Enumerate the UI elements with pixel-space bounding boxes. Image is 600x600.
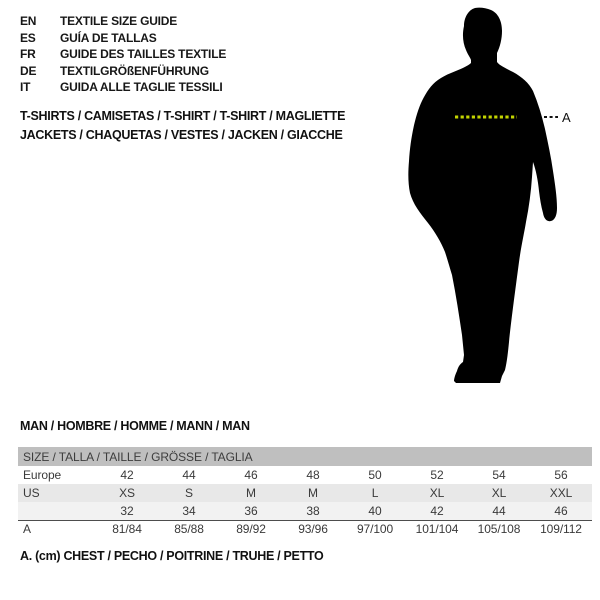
size-cell: M [246,486,256,500]
language-code: EN [20,14,37,29]
table-row-numeric [18,502,592,520]
row-label-numeric [18,502,96,520]
gender-section-heading: MAN / HOMBRE / HOMME / MANN / MAN [20,419,250,433]
size-cell: 38 [306,503,320,518]
size-table-header-row [18,447,592,466]
man-silhouette-svg [400,0,600,398]
size-cell: 52 [430,468,444,482]
size-cell: 50 [368,468,382,482]
size-cell: 42 [430,503,444,518]
table-row-europe [18,466,592,484]
language-row-it [20,79,226,96]
language-label: TEXTILE SIZE GUIDE [60,14,178,29]
language-code: FR [20,47,36,62]
size-cell: 105/108 [468,520,530,538]
table-row-us [18,484,592,502]
language-row-fr [20,46,226,63]
measurement-footnote: A. (cm) CHEST / PECHO / POITRINE / TRUHE / PETTO [20,549,324,563]
language-label: GUIDA ALLE TAGLIE TESSILI [60,80,223,95]
man-silhouette [408,8,557,383]
size-cell: 101/104 [406,520,468,538]
row-label-us: US [23,486,40,500]
size-cell: 54 [492,468,506,482]
measure-point-a-label: A [562,110,571,125]
language-row-en [20,13,226,30]
size-cell: 42 [120,468,134,482]
size-table-header: SIZE / TALLA / TAILLE / GRÖSSE / TAGLIA [18,447,592,466]
language-label: TEXTILGRÖßENFÜHRUNG [60,63,209,78]
language-code: DE [20,63,37,78]
size-cell: XXL [549,486,573,500]
size-cell: 85/88 [158,520,220,538]
size-cell: XL [429,486,445,500]
size-cell: 89/92 [220,520,282,538]
category-line-jackets: JACKETS / CHAQUETAS / VESTES / JACKEN / GIACCHE [20,127,343,142]
size-cell: 46 [554,503,568,518]
language-row-es [20,30,226,47]
size-cell: 81/84 [96,520,158,538]
size-cell: 48 [306,468,320,482]
size-cell: 40 [368,503,382,518]
size-cell: M [308,486,318,500]
size-cell: XS [119,486,135,500]
man-silhouette-figure [400,0,600,398]
size-table [18,447,592,538]
size-cell: 46 [244,468,258,482]
size-cell: 56 [554,468,568,482]
language-code: IT [20,80,31,95]
language-row-de [20,63,226,80]
category-line-tshirts: T-SHIRTS / CAMISETAS / T-SHIRT / T-SHIRT / MAGLIETTE [20,109,346,123]
size-cell: S [185,486,193,500]
category-lines [20,107,345,144]
size-cell: 93/96 [282,520,344,538]
size-cell: 97/100 [344,520,406,538]
row-label-a: A [18,520,96,538]
size-cell: 34 [182,503,196,518]
size-cell: 44 [182,468,196,482]
table-row-chest-a [18,520,592,538]
language-label: GUIDE DES TAILLES TEXTILE [60,47,227,62]
language-code: ES [20,30,36,45]
size-cell: 44 [492,503,506,518]
size-cell: L [371,486,379,500]
language-label: GUÍA DE TALLAS [60,30,157,45]
size-cell: XL [491,486,507,500]
size-cell: 109/112 [530,520,592,538]
size-cell: 36 [244,503,258,518]
row-label-europe: Europe [23,468,62,482]
language-list [20,13,226,96]
size-cell: 32 [120,503,134,518]
